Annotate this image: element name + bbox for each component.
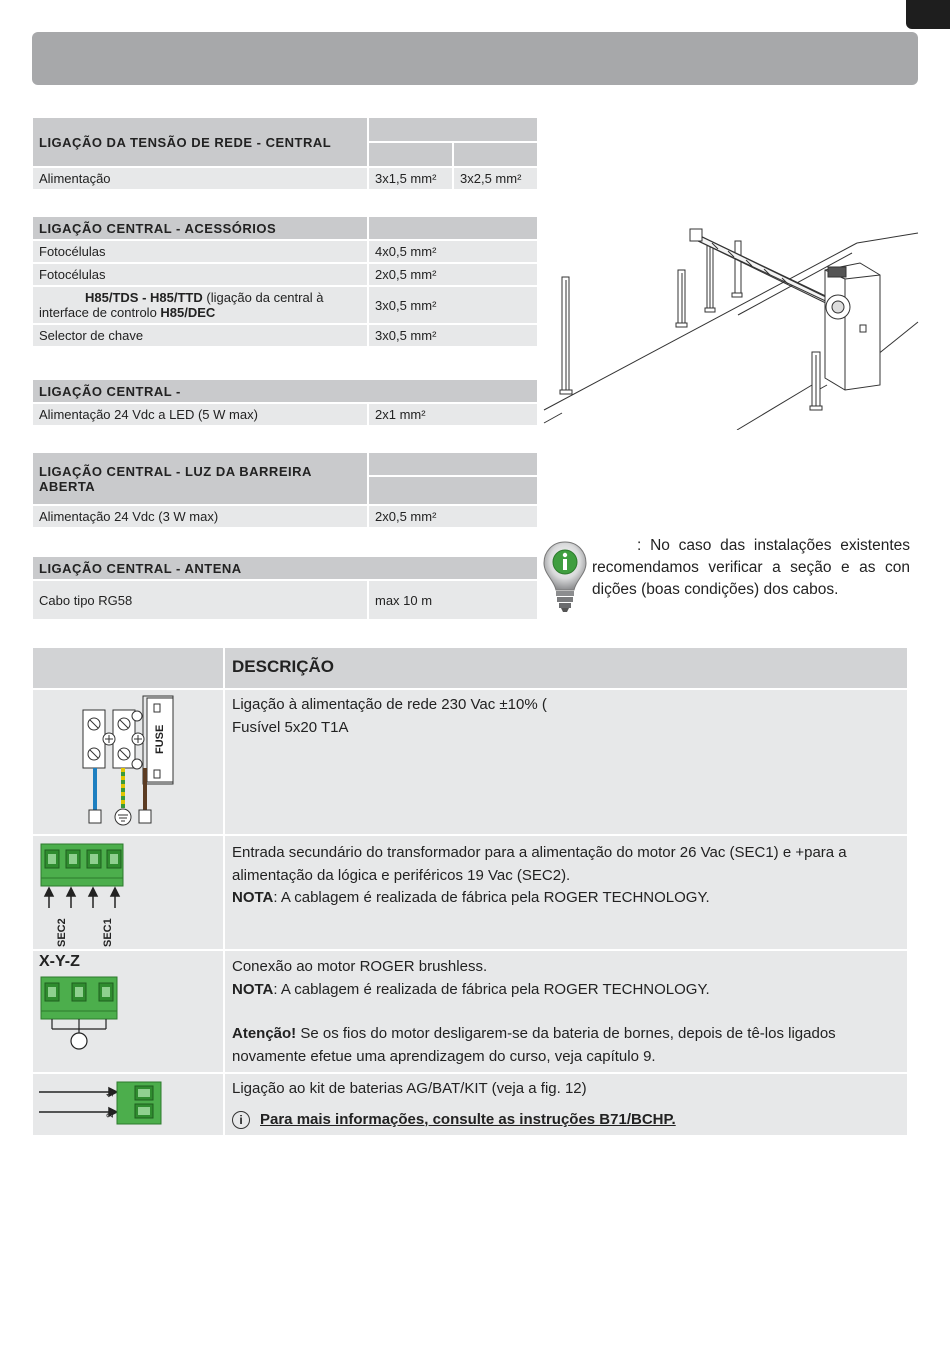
table-cell: Alimentação 24 Vdc (3 W max) [33,506,369,529]
motor-terminal-diagram [39,975,125,1051]
table-luz [33,453,539,529]
table-cell: 2x0,5 mm² [369,264,539,287]
table-cell: Selector de chave [33,325,369,348]
atencao-label: Atenção! [232,1025,297,1042]
table-led [33,380,539,427]
table-antena-header: LIGAÇÃO CENTRAL - ANTENA [33,557,539,581]
table-led-header: LIGAÇÃO CENTRAL - [33,380,539,404]
page-corner-tab [906,0,950,29]
row1-line2: Fusível 5x20 T1A [232,718,349,736]
table-acessorios [33,217,539,348]
terminal-2-label: 2 [105,1112,115,1118]
table-cell: 4x0,5 mm² [369,241,539,264]
info-circle-icon: i [232,1111,250,1129]
row1-line1: Ligação à alimentação de rede 230 Vac ±10% ( [232,696,547,713]
table-cell: H85/TDS - H85/TTD (ligação da central à interface de controlo H85/DEC [33,287,369,325]
section-header-bar [32,32,918,85]
table-cell: Alimentação 24 Vdc a LED (5 W max) [33,404,369,427]
sec1-label: SEC1 [102,918,114,947]
mains-terminal-diagram [81,694,181,832]
table-acessorios-header: LIGAÇÃO CENTRAL - ACESSÓRIOS [33,217,369,241]
table-row [33,1074,907,1137]
table-cell: 3x0,5 mm² [369,325,539,348]
row2-text: Entrada secundário do transformador para a alimentação do motor 26 Vac (SEC1) e +para a alimentação da lógica e periféricos 19 Vac (SEC2). [232,844,847,884]
table-cell: Fotocélulas [33,264,369,287]
table-row: X-Y-Z Conexão ao motor ROGER brushless. NOTA: A cablagem é realizada de fábrica pela ROGER TECHNOLOGY. Atenção! Se os fios do motor desligarem-se da bateria de bornes, depois de tê-los ligados novamente efetue uma aprendizagem do curso, veja capítulo 9. [33,951,907,1074]
battery-terminal-diagram [37,1080,167,1130]
table-cell: 3x0,5 mm² [369,287,539,325]
table-antena [33,557,539,621]
terminal-1-label: 1 [105,1091,115,1097]
row4-line1: Ligação ao kit de baterias AG/BAT/KIT (veja a fig. 12) [232,1080,587,1097]
lightbulb-info-icon [542,540,588,614]
table-row [33,690,907,836]
tip-text: : No caso das instalações existentes recomendamos verificar a seção e as con dições (boas condições) dos cabos. [592,537,910,598]
table-cell: 3x2,5 mm² [454,168,539,191]
description-table [33,648,907,1137]
description-header: DESCRIÇÃO [232,657,335,677]
table-cell: max 10 m [369,581,539,621]
table-rede [33,118,539,191]
table-luz-header: LIGAÇÃO CENTRAL - LUZ DA BARREIRA ABERTA [33,453,369,506]
table-cell: Alimentação [33,168,369,191]
table-cell: Fotocélulas [33,241,369,264]
sec2-label: SEC2 [56,918,68,947]
table-cell: 2x1 mm² [369,404,539,427]
fuse-label: FUSE [154,724,166,754]
table-row: SEC2 SEC1 Entrada secundário do transformador para a alimentação do motor 26 Vac (SEC1) e +para a alimentação da lógica e periféricos 19 Vac (SEC2). NOTA: A cablagem é realizada de fábrica pela ROGER TECHNOLOGY. [33,836,907,951]
table-cell: 3x1,5 mm² [369,168,454,191]
table-cell: Cabo tipo RG58 [33,581,369,621]
table-rede-header: LIGAÇÃO DA TENSÃO DE REDE - CENTRAL [33,118,369,168]
nota-label: NOTA [232,980,274,998]
xyz-label: X-Y-Z [39,953,80,970]
sec-terminal-diagram [39,842,129,950]
row3-line1: Conexão ao motor ROGER brushless. [232,958,488,975]
info-link: Para mais informações, consulte as instruções B71/BCHP. [260,1110,676,1128]
nota-label: NOTA [232,889,274,906]
barrier-illustration [542,215,920,430]
table-cell: 2x0,5 mm² [369,506,539,529]
